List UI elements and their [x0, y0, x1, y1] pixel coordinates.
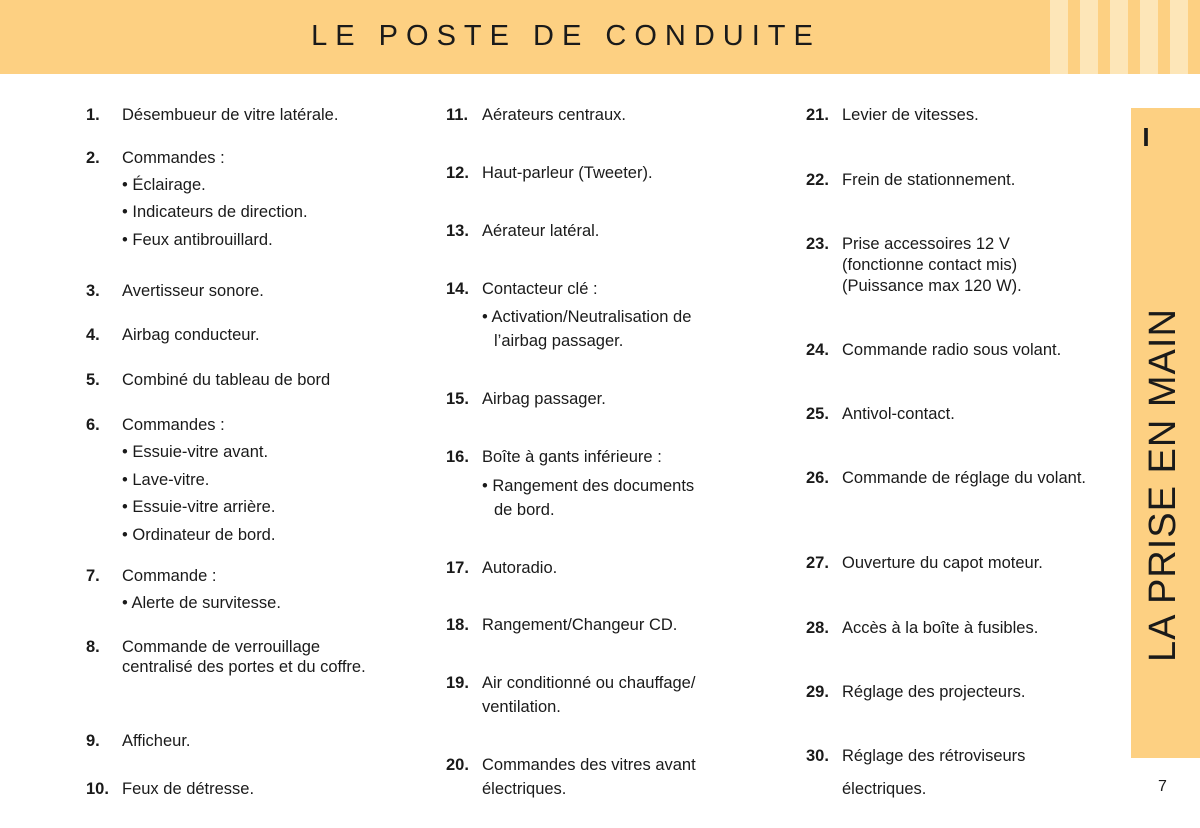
- item-text: Airbag conducteur.: [122, 326, 260, 344]
- item-text: Feux de détresse.: [122, 780, 255, 798]
- header-stripe: [1140, 0, 1158, 74]
- item-text: Haut-parleur (Tweeter).: [482, 164, 653, 182]
- item-number: 25.: [806, 405, 829, 423]
- item-number: 28.: [806, 619, 829, 637]
- item-text: Réglage des projecteurs.: [842, 683, 1026, 701]
- header-stripe: [1170, 0, 1188, 74]
- item-number: 14.: [446, 280, 469, 298]
- item-text: Commande de verrouillage centralisé des portes et du coffre.: [122, 638, 366, 676]
- page-number: 7: [1158, 778, 1167, 795]
- item-text: Antivol-contact.: [842, 405, 955, 423]
- sub-item: • Essuie-vitre arrière.: [122, 498, 276, 516]
- item-text: Réglage des rétroviseurs électriques.: [842, 747, 1026, 798]
- item-text: Commandes :: [122, 416, 225, 434]
- item-text: Commandes des vitres avant électriques.: [482, 756, 696, 798]
- item-number: 15.: [446, 390, 469, 408]
- sub-item: • Essuie-vitre avant.: [122, 443, 269, 461]
- item-text: Prise accessoires 12 V (fonctionne contact mis) (Puissance max 120 W).: [842, 235, 1022, 295]
- item-text: Contacteur clé :: [482, 280, 598, 298]
- item-number: 7.: [86, 567, 100, 585]
- item-text: Aérateurs centraux.: [482, 106, 626, 124]
- sub-item: de bord.: [494, 501, 555, 519]
- item-number: 24.: [806, 341, 829, 359]
- item-number: 1.: [86, 106, 100, 124]
- item-number: 22.: [806, 171, 829, 189]
- item-text: Ouverture du capot moteur.: [842, 554, 1043, 572]
- item-text: Commande radio sous volant.: [842, 341, 1062, 359]
- sub-item: • Éclairage.: [122, 176, 206, 194]
- sub-item: • Ordinateur de bord.: [122, 526, 276, 544]
- item-number: 17.: [446, 559, 469, 577]
- item-text: Frein de stationnement.: [842, 171, 1016, 189]
- sub-item: • Feux antibrouillard.: [122, 231, 273, 249]
- item-text: Air conditionné ou chauffage/ ventilation.: [482, 674, 696, 716]
- item-number: 26.: [806, 469, 829, 487]
- item-number: 9.: [86, 732, 100, 750]
- item-text: Commande :: [122, 567, 217, 585]
- page-title: LE POSTE DE CONDUITE: [311, 20, 821, 52]
- item-number: 23.: [806, 235, 829, 253]
- item-text: Accès à la boîte à fusibles.: [842, 619, 1039, 637]
- sub-item: • Lave-vitre.: [122, 471, 210, 489]
- item-text: Avertisseur sonore.: [122, 282, 264, 300]
- sub-item: • Rangement des documents: [482, 477, 695, 495]
- item-number: 30.: [806, 747, 829, 765]
- item-text: Combiné du tableau de bord: [122, 371, 331, 389]
- chapter-number: I: [1142, 122, 1150, 152]
- item-text: Commande de réglage du volant.: [842, 469, 1086, 487]
- sub-item: • Alerte de survitesse.: [122, 594, 281, 612]
- sub-item: • Activation/Neutralisation de: [482, 308, 692, 326]
- item-text: Désembueur de vitre latérale.: [122, 106, 339, 124]
- item-number: 4.: [86, 326, 100, 344]
- item-number: 29.: [806, 683, 829, 701]
- sub-item: • Indicateurs de direction.: [122, 203, 308, 221]
- item-number: 19.: [446, 674, 469, 692]
- item-number: 20.: [446, 756, 469, 774]
- sub-item: l’airbag passager.: [494, 332, 624, 350]
- item-number: 13.: [446, 222, 469, 240]
- item-number: 10.: [86, 780, 109, 798]
- item-number: 16.: [446, 448, 469, 466]
- item-text: Aérateur latéral.: [482, 222, 600, 240]
- item-text: Levier de vitesses.: [842, 106, 979, 124]
- item-number: 3.: [86, 282, 100, 300]
- item-number: 2.: [86, 149, 100, 167]
- item-text: Autoradio.: [482, 559, 558, 577]
- item-number: 12.: [446, 164, 469, 182]
- item-number: 27.: [806, 554, 829, 572]
- item-number: 8.: [86, 638, 100, 656]
- item-text: Afficheur.: [122, 732, 191, 750]
- item-number: 18.: [446, 616, 469, 634]
- item-text: Rangement/Changeur CD.: [482, 616, 678, 634]
- item-text: Airbag passager.: [482, 390, 606, 408]
- item-text: Commandes :: [122, 149, 225, 167]
- item-number: 11.: [446, 106, 469, 124]
- chapter-title: LA PRISE EN MAIN: [1142, 308, 1184, 662]
- item-number: 21.: [806, 106, 829, 124]
- header-banner: [0, 0, 1200, 74]
- item-number: 6.: [86, 416, 100, 434]
- item-number: 5.: [86, 371, 100, 389]
- item-text: Boîte à gants inférieure :: [482, 448, 662, 466]
